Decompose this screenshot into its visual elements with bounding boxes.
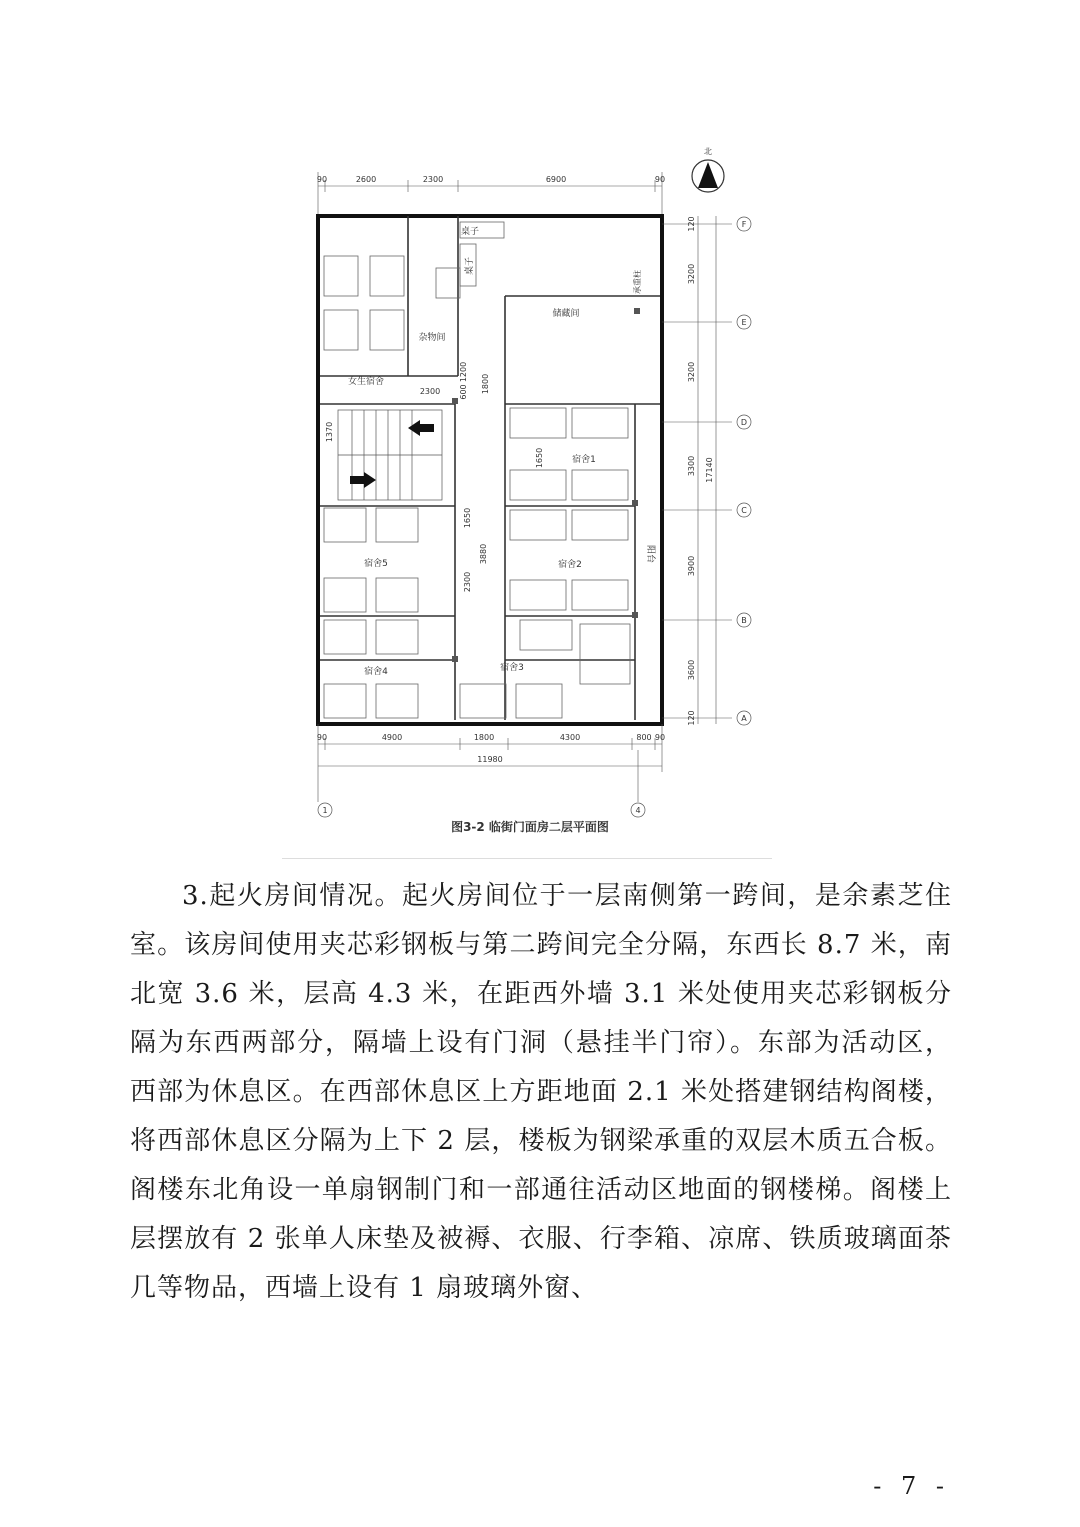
inner-dim-2300b: 2300 xyxy=(463,571,472,593)
north-label: 北 xyxy=(704,147,712,156)
north-arrow xyxy=(692,146,724,192)
room-dorm-5: 宿舍5 xyxy=(364,559,388,569)
room-dorm-1: 宿舍1 xyxy=(572,455,596,465)
room-sundries: 杂物间 xyxy=(418,333,446,343)
room-dorm-2: 宿舍2 xyxy=(558,560,582,570)
axis-D: D xyxy=(740,418,748,427)
bottom-dim-6: 90 xyxy=(654,733,666,742)
right-dim-3: 3200 xyxy=(687,361,696,383)
axis-E: E xyxy=(741,318,747,327)
body-text xyxy=(130,872,952,1313)
top-dim-2: 2600 xyxy=(355,175,377,184)
inner-dim-1200: 1200 xyxy=(459,361,468,383)
room-dorm-3: 宿舍3 xyxy=(500,663,524,673)
room-storage: 储藏间 xyxy=(552,309,580,319)
figure-caption: 图3-2 临街门面房二层平面图 xyxy=(451,820,609,834)
right-dim-6: 3600 xyxy=(687,659,696,681)
right-dimensions xyxy=(662,216,732,724)
top-dim-3: 2300 xyxy=(422,175,444,184)
page-number: - 7 - xyxy=(873,1472,950,1500)
inner-dim-1650b: 1650 xyxy=(535,447,544,469)
total-width: 11980 xyxy=(477,755,503,764)
inner-dim-2300: 2300 xyxy=(419,387,441,396)
inner-dim-1650: 1650 xyxy=(463,507,472,529)
room-column: 承重柱 xyxy=(633,270,642,294)
axis-A: A xyxy=(741,714,747,723)
inner-dim-600: 600 xyxy=(459,384,468,400)
bottom-dim-1: 90 xyxy=(316,733,328,742)
axis-B: B xyxy=(741,616,747,625)
inner-dim-1800: 1800 xyxy=(481,373,490,395)
arrow-right-icon xyxy=(350,472,376,488)
right-dim-7: 120 xyxy=(687,710,696,726)
inner-dim-1370: 1370 xyxy=(325,421,334,443)
right-dim-1: 120 xyxy=(687,216,696,232)
axis-C: C xyxy=(741,506,747,515)
inner-dim-3880: 3880 xyxy=(479,543,488,565)
interior-walls xyxy=(320,216,660,720)
divider xyxy=(282,858,772,859)
axis-bubbles xyxy=(318,217,751,817)
bottom-dim-5: 800 xyxy=(636,733,652,742)
right-dim-2: 3200 xyxy=(687,263,696,285)
room-dorm-4: 宿舍4 xyxy=(364,667,388,677)
room-desk-2: 桌子 xyxy=(465,256,475,276)
top-dim-4: 6900 xyxy=(545,175,567,184)
top-dim-1: 90 xyxy=(316,175,328,184)
room-balcony: 阳台 xyxy=(645,544,655,564)
staircase xyxy=(338,410,442,500)
floor-plan xyxy=(280,140,780,860)
right-dim-4: 3300 xyxy=(687,455,696,477)
top-dim-5: 90 xyxy=(654,175,666,184)
room-girls-dorm: 女生宿舍 xyxy=(347,377,385,387)
right-dim-5: 3900 xyxy=(687,555,696,577)
columns xyxy=(452,308,640,662)
axis-4: 4 xyxy=(635,806,641,815)
axis-F: F xyxy=(741,220,747,229)
bottom-dim-3: 1800 xyxy=(473,733,495,742)
body-paragraph: 3.起火房间情况。起火房间位于一层南侧第一跨间，是余素芝住室。该房间使用夹芯彩钢板与第二跨间完全分隔，东西长 8.7 米，南北宽 3.6 米，层高 4.3 米，在距西外墙 3.1 米处使用夹芯彩钢板分隔为东西两部分，隔墙上设有门洞（悬挂半门帘）。东部为活动区，西部为休息区。在西部休息区上方距地面 2.1 米处搭建钢结构阁楼，将西部休息区分隔为上下 2 层，楼板为钢梁承重的双层木质五合板。阁楼东北角设一单扇钢制门和一部通往活动区地面的钢楼梯。阁楼上层摆放有 2 张单人床垫及被褥、衣服、行李箱、凉席、铁质玻璃面茶几等物品，西墙上设有 1 扇玻璃外窗、 xyxy=(130,881,952,1303)
bottom-dim-2: 4900 xyxy=(381,733,403,742)
total-height: 17140 xyxy=(705,457,714,483)
axis-1: 1 xyxy=(322,806,328,815)
room-desk-1: 桌子 xyxy=(460,227,480,237)
bottom-dim-4: 4300 xyxy=(559,733,581,742)
